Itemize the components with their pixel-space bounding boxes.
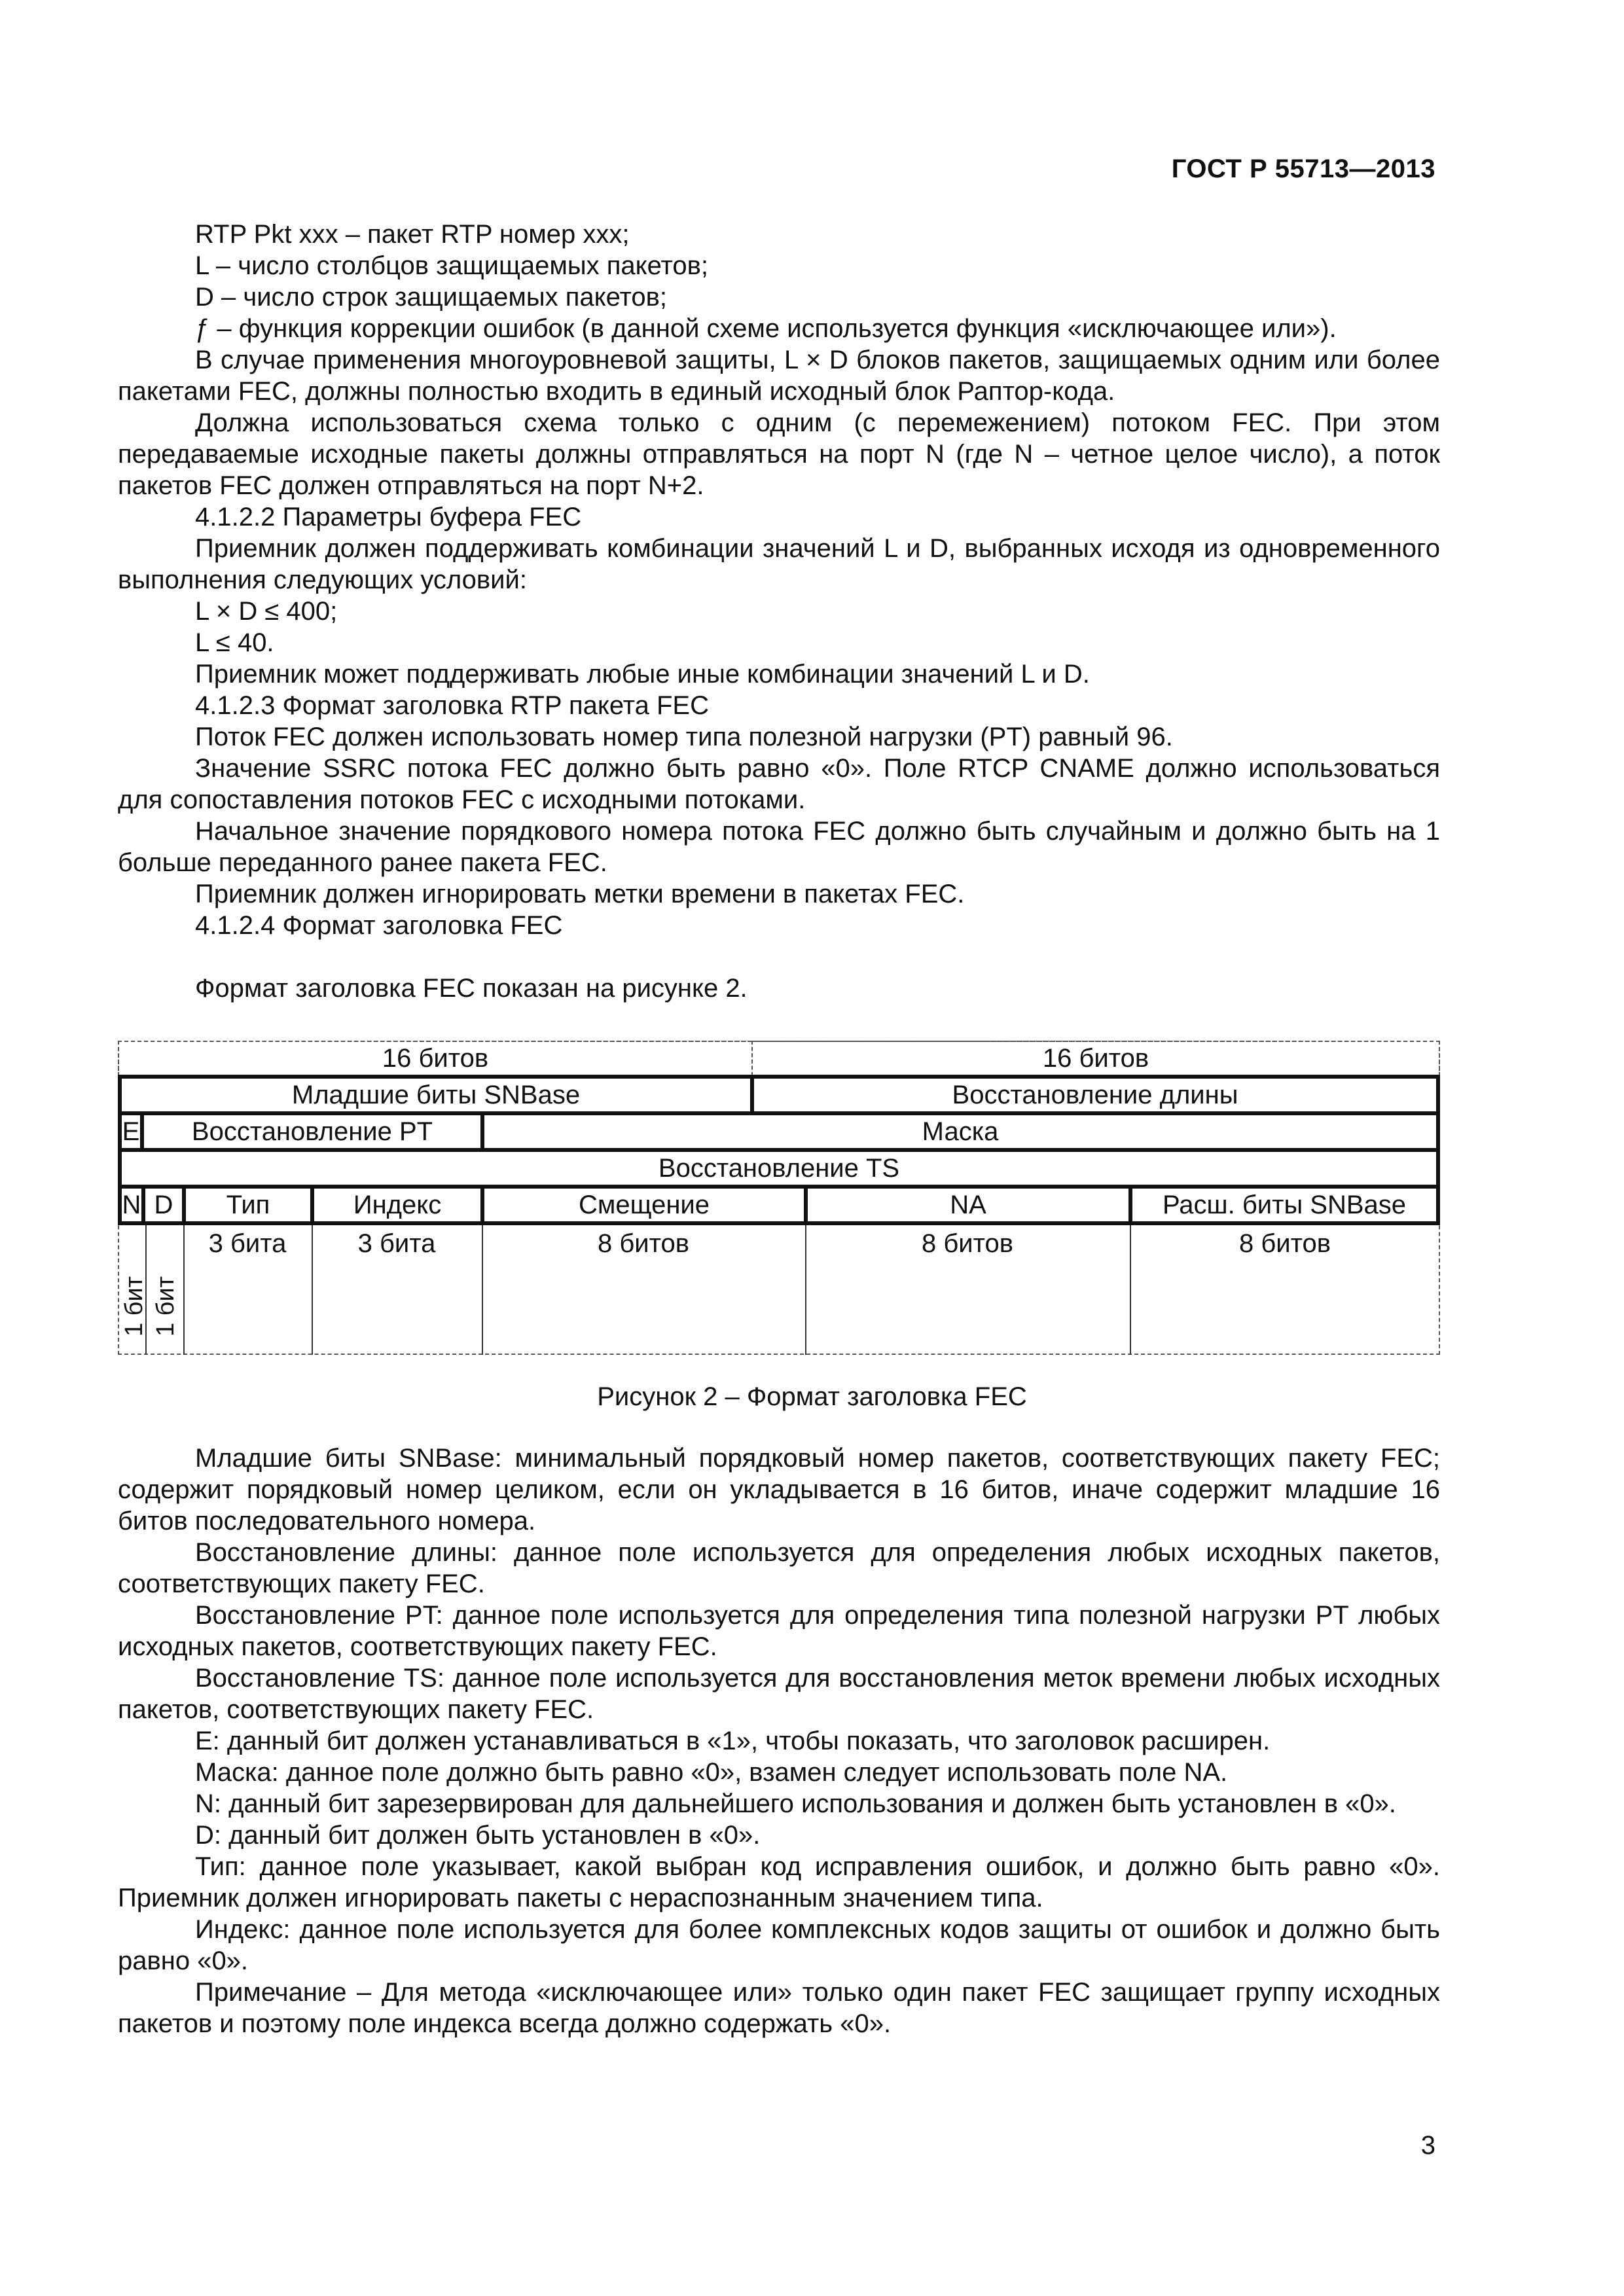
field-offset: Смещение xyxy=(480,1185,808,1225)
bits-label-right: 16 битов xyxy=(751,1041,1440,1076)
bit-width-d: 1 бит xyxy=(152,1276,179,1336)
paragraph: Восстановление длины: данное поле используется для определения любых исходных пакетов, соответствующих пакету FEC. xyxy=(118,1538,1440,1598)
page-number: 3 xyxy=(1420,2131,1435,2160)
paragraph: Младшие биты SNBase: минимальный порядковый номер пакетов, соответствующих пакету FEC; содержит порядковый номер целиком, если он укладывается в 16 битов, иначе содержит младшие 16 битов последовательного номера. xyxy=(118,1444,1440,1535)
paragraph: Приемник должен поддерживать комбинации значений L и D, выбранных исходя из одновременного выполнения следующих условий: xyxy=(118,534,1440,594)
field-mask: Маска xyxy=(480,1111,1440,1152)
bit-width-type: 3 бита xyxy=(208,1229,287,1258)
formula: L ≤ 40. xyxy=(195,628,274,657)
section-heading: 4.1.2.4 Формат заголовка FEC xyxy=(195,911,563,940)
text-block-bottom xyxy=(118,1443,1440,2039)
bits-label-left: 16 битов xyxy=(118,1041,753,1076)
paragraph: E: данный бит должен устанавливаться в «1», чтобы показать, что заголовок расширен. xyxy=(195,1727,1271,1755)
paragraph: RTP Pkt xxx – пакет RTP номер xxx; xyxy=(195,220,630,249)
paragraph: Тип: данное поле указывает, какой выбран код исправления ошибок, и должно быть равно «0». Приемник должен игнорировать пакеты с нераспознанным значением типа. xyxy=(118,1852,1440,1912)
section-heading: 4.1.2.3 Формат заголовка RTP пакета FEC xyxy=(195,691,709,720)
fec-header-figure xyxy=(118,1041,1440,1355)
field-snbase-low: Младшие биты SNBase xyxy=(118,1075,754,1115)
field-index: Индекс xyxy=(310,1185,484,1225)
paragraph: Поток FEC должен использовать номер типа полезной нагрузки (PT) равный 96. xyxy=(195,723,1173,751)
bit-width-index: 3 бита xyxy=(357,1229,436,1258)
bit-width-snbase-ext: 8 битов xyxy=(1239,1229,1331,1258)
paragraph: Восстановление PT: данное поле используется для определения типа полезной нагрузки PT любых исходных пакетов, соответствующих пакету FEC. xyxy=(118,1601,1440,1661)
paragraph: D – число строк защищаемых пакетов; xyxy=(195,283,667,312)
field-n: N xyxy=(118,1185,145,1225)
field-pt-recovery: Восстановление PT xyxy=(140,1111,484,1152)
paragraph: Приемник должен игнорировать метки времени в пакетах FEC. xyxy=(195,880,965,908)
figure-caption: Рисунок 2 – Формат заголовка FEC xyxy=(597,1382,1027,1411)
paragraph: D: данный бит должен быть установлен в «0». xyxy=(195,1821,761,1850)
paragraph: Значение SSRC потока FEC должно быть равно «0». Поле RTCP CNAME должно использоваться для сопоставления потоков FEC с исходными потоками. xyxy=(118,754,1440,814)
paragraph: L – число столбцов защищаемых пакетов; xyxy=(195,251,708,280)
paragraph: Маска: данное поле должно быть равно «0», взамен следует использовать поле NA. xyxy=(195,1758,1228,1787)
paragraph: ƒ – функция коррекции ошибок (в данной схеме используется функция «исключающее или»). xyxy=(195,314,1337,343)
bit-width-na: 8 битов xyxy=(922,1229,1013,1258)
formula: L × D ≤ 400; xyxy=(195,597,338,626)
bit-width-offset: 8 битов xyxy=(598,1229,689,1258)
field-na: NA xyxy=(804,1185,1132,1225)
paragraph: N: данный бит зарезервирован для дальнейшего использования и должен быть установлен в «0». xyxy=(195,1789,1396,1818)
text-block-top xyxy=(118,219,1440,1004)
paragraph: Начальное значение порядкового номера потока FEC должно быть случайным и должно быть на 1 больше переданного ранее пакета FEC. xyxy=(118,817,1440,877)
figure-intro: Формат заголовка FEC показан на рисунке 2. xyxy=(195,974,748,1003)
paragraph: Приемник может поддерживать любые иные комбинации значений L и D. xyxy=(195,660,1090,689)
paragraph: Индекс: данное поле используется для более комплексных кодов защиты от ошибок и должно быть равно «0». xyxy=(118,1915,1440,1975)
field-length-recovery: Восстановление длины xyxy=(750,1075,1440,1115)
field-type: Тип xyxy=(182,1185,314,1225)
paragraph: Восстановление TS: данное поле используется для восстановления меток времени любых исходных пакетов, соответствующих пакету FEC. xyxy=(118,1664,1440,1724)
document-header: ГОСТ Р 55713—2013 xyxy=(1171,154,1435,183)
field-snbase-ext: Расш. биты SNBase xyxy=(1128,1185,1440,1225)
bit-width-n: 1 бит xyxy=(120,1276,148,1336)
field-d: D xyxy=(141,1185,186,1225)
paragraph: Должна использоваться схема только с одним (с перемежением) потоком FEC. При этом передаваемые исходные пакеты должны отправляться на порт N (где N – четное целое число), а поток пакетов FEC должен отправляться на порт N+2. xyxy=(118,408,1440,500)
field-e: E xyxy=(118,1111,144,1152)
field-ts-recovery: Восстановление TS xyxy=(118,1148,1440,1189)
paragraph: В случае применения многоуровневой защиты, L × D блоков пакетов, защищаемых одним или более пакетами FEC, должны полностью входить в единый исходный блок Раптор-кода. xyxy=(118,346,1440,406)
section-heading: 4.1.2.2 Параметры буфера FEC xyxy=(195,503,582,531)
note: Примечание – Для метода «исключающее или» только один пакет FEC защищает группу исходных пакетов и поэтому поле индекса всегда должно содержать «0». xyxy=(118,1978,1440,2038)
